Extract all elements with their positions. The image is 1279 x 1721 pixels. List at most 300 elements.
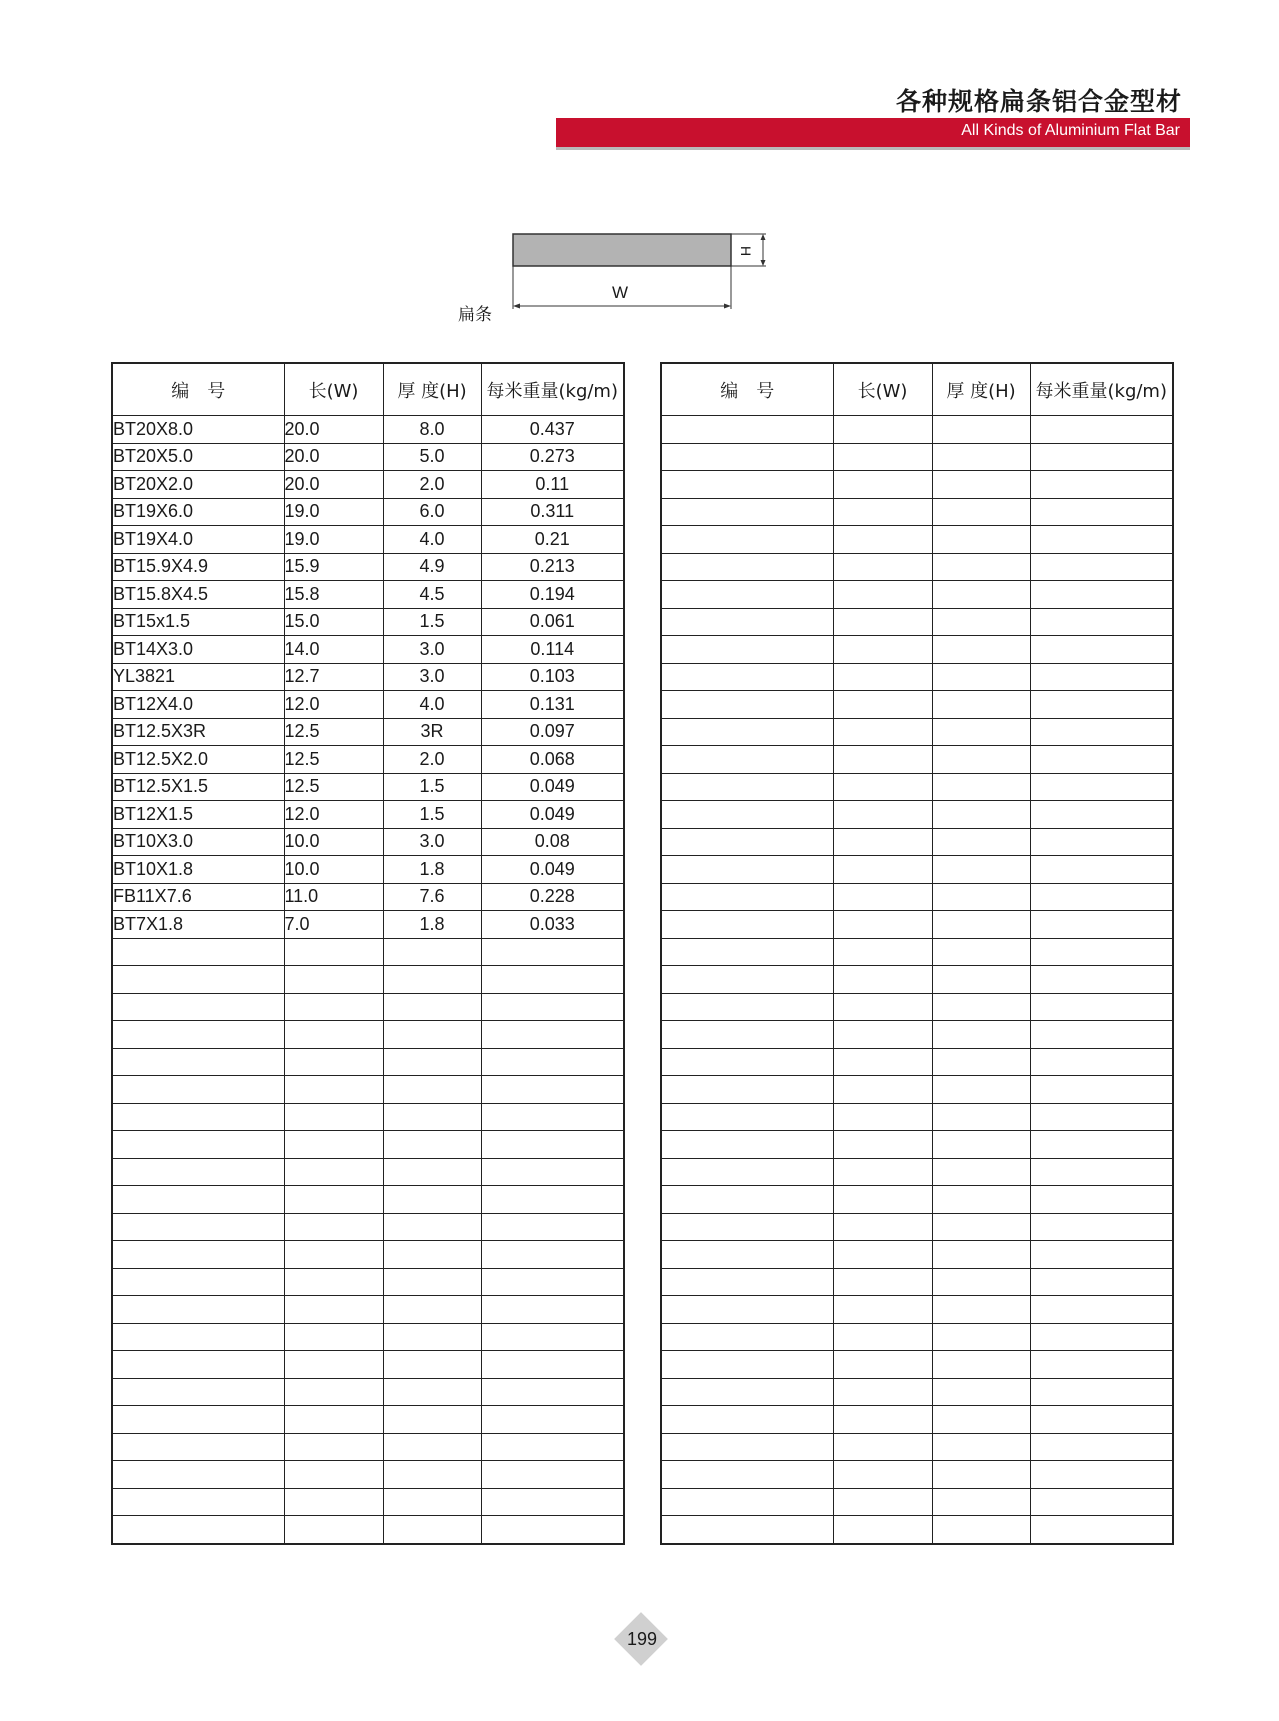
cell-weight [481,993,624,1021]
cell-weight: 0.21 [481,526,624,554]
table-row-empty [112,1048,624,1076]
cell-width: 11.0 [284,883,383,911]
cell-code [661,1048,833,1076]
cell-thickness [932,443,1030,471]
cell-code: BT7X1.8 [112,911,284,939]
cell-width [284,1103,383,1131]
cell-weight [481,1048,624,1076]
header-code: 编 号 [661,363,833,416]
cell-thickness [932,1433,1030,1461]
cell-width: 15.9 [284,553,383,581]
cell-code: BT15x1.5 [112,608,284,636]
cell-width [833,1186,932,1214]
cell-thickness: 4.0 [383,526,481,554]
cell-thickness [932,526,1030,554]
cell-weight [1030,993,1173,1021]
cell-width [833,1461,932,1489]
table-row-empty [661,746,1173,774]
table-row [112,691,624,719]
height-label: H [738,245,755,257]
cell-weight [1030,1433,1173,1461]
cell-code [112,1103,284,1131]
cell-code [661,581,833,609]
table-row-empty [112,1158,624,1186]
cell-thickness [932,1516,1030,1544]
cell-thickness [932,608,1030,636]
cell-width [833,1378,932,1406]
cell-code [661,1323,833,1351]
cell-weight [1030,883,1173,911]
table-row-empty [661,443,1173,471]
cell-thickness [383,1021,481,1049]
cell-width: 14.0 [284,636,383,664]
cell-code [661,1488,833,1516]
table-row-empty [661,801,1173,829]
cell-width [833,1488,932,1516]
cell-width [833,1103,932,1131]
cell-thickness: 2.0 [383,471,481,499]
cell-code: BT12X4.0 [112,691,284,719]
cell-weight: 0.228 [481,883,624,911]
cell-weight [1030,1158,1173,1186]
table-row-empty [661,1516,1173,1544]
cell-weight: 0.097 [481,718,624,746]
cell-weight [481,1323,624,1351]
cell-weight [1030,416,1173,444]
table-row-empty [661,1158,1173,1186]
cell-thickness [383,1296,481,1324]
table-row-empty [661,1488,1173,1516]
cell-thickness [383,1351,481,1379]
cell-weight: 0.273 [481,443,624,471]
table-row [112,746,624,774]
cell-thickness [932,1048,1030,1076]
cell-width [833,1241,932,1269]
cell-weight: 0.08 [481,828,624,856]
cell-code [112,993,284,1021]
cell-width [284,1516,383,1544]
header-code: 编 号 [112,363,284,416]
cell-code [661,801,833,829]
table-row [112,443,624,471]
cell-weight: 0.194 [481,581,624,609]
page-title-cn: 各种规格扁条铝合金型材 [895,87,1182,116]
cell-code [661,691,833,719]
cell-thickness [932,1241,1030,1269]
w-arrow-left [513,304,520,309]
cell-width [833,416,932,444]
cell-weight [1030,1516,1173,1544]
cell-weight: 0.437 [481,416,624,444]
cell-weight [1030,1461,1173,1489]
table-row-empty [661,471,1173,499]
cell-width: 10.0 [284,856,383,884]
table-row [112,608,624,636]
table-row-empty [661,1268,1173,1296]
table-row-empty [661,1076,1173,1104]
cell-width: 20.0 [284,471,383,499]
header-width: 长(W) [284,363,383,416]
cell-weight [1030,746,1173,774]
cell-width [833,1516,932,1544]
table-row [112,773,624,801]
cell-weight [1030,1186,1173,1214]
cell-code: BT15.9X4.9 [112,553,284,581]
cell-weight: 0.049 [481,856,624,884]
cell-code [661,856,833,884]
cell-weight [481,1241,624,1269]
cell-code [112,1268,284,1296]
table-row [112,856,624,884]
cell-width [833,1213,932,1241]
cell-width [833,938,932,966]
cell-code [112,938,284,966]
cell-thickness: 3.0 [383,663,481,691]
cell-width [284,1461,383,1489]
cell-width [284,1241,383,1269]
cell-code [112,1488,284,1516]
table-row-empty [661,691,1173,719]
cell-weight: 0.114 [481,636,624,664]
cell-width: 12.0 [284,691,383,719]
cell-weight [481,1488,624,1516]
table-header-row [112,363,624,416]
cell-width [833,636,932,664]
cell-thickness: 6.0 [383,498,481,526]
table-row [112,498,624,526]
h-arrow-bottom [761,260,766,266]
cell-code [112,1213,284,1241]
table-row-empty [112,966,624,994]
cell-width [833,1021,932,1049]
cell-thickness [932,1461,1030,1489]
cell-code [661,608,833,636]
table-row-empty [661,1186,1173,1214]
table-row-empty [112,1433,624,1461]
cell-code [661,498,833,526]
cell-weight [1030,608,1173,636]
cell-code [661,636,833,664]
cell-code [661,746,833,774]
table-row-empty [661,526,1173,554]
cell-width [833,718,932,746]
cell-thickness [932,966,1030,994]
cell-weight [1030,1131,1173,1159]
cell-weight [1030,1021,1173,1049]
cell-thickness [932,938,1030,966]
table-row-empty [661,1213,1173,1241]
table-row-empty [112,993,624,1021]
table-row [112,581,624,609]
cell-width [284,966,383,994]
cell-weight [1030,1351,1173,1379]
cell-width [284,993,383,1021]
cell-width [833,526,932,554]
cell-code: BT19X4.0 [112,526,284,554]
cell-width: 20.0 [284,443,383,471]
cell-weight [1030,801,1173,829]
cell-weight [481,1378,624,1406]
cell-code: BT12.5X1.5 [112,773,284,801]
cell-weight [1030,1213,1173,1241]
cell-weight: 0.311 [481,498,624,526]
header-weight: 每米重量(kg/m) [1030,363,1173,416]
cell-width [833,1433,932,1461]
cell-code [661,1158,833,1186]
cell-width [833,498,932,526]
table-row [112,471,624,499]
table-row-empty [661,1378,1173,1406]
cell-code [112,1021,284,1049]
cell-thickness [932,1103,1030,1131]
cell-width [284,1378,383,1406]
cell-weight [481,1186,624,1214]
cell-width [284,1351,383,1379]
cell-width [284,1021,383,1049]
cell-code [112,1076,284,1104]
cell-thickness [932,801,1030,829]
cell-code [661,1268,833,1296]
cell-width: 12.5 [284,773,383,801]
cell-weight [1030,553,1173,581]
table-row-empty [661,938,1173,966]
cell-width [833,443,932,471]
cell-thickness [932,471,1030,499]
cell-thickness [932,581,1030,609]
table-row-empty [112,938,624,966]
cell-width: 12.7 [284,663,383,691]
table-row-empty [661,993,1173,1021]
cell-width [284,1158,383,1186]
cell-weight [481,1516,624,1544]
cell-thickness [932,498,1030,526]
cell-width: 19.0 [284,498,383,526]
cell-thickness: 8.0 [383,416,481,444]
cell-width [833,746,932,774]
cell-weight [1030,663,1173,691]
cell-weight [481,1021,624,1049]
cell-weight [481,1103,624,1131]
cell-code [112,1406,284,1434]
table-row-empty [661,773,1173,801]
cell-code: BT20X2.0 [112,471,284,499]
table-row-empty [661,608,1173,636]
cell-thickness [932,1378,1030,1406]
cell-thickness [383,1268,481,1296]
table-row-empty [661,1131,1173,1159]
header-width: 长(W) [833,363,932,416]
cell-weight: 0.049 [481,773,624,801]
cell-code [112,1186,284,1214]
table-row-empty [661,856,1173,884]
cell-thickness [383,993,481,1021]
table-row-empty [112,1378,624,1406]
cell-weight [481,1213,624,1241]
cell-thickness [383,1076,481,1104]
table-row-empty [661,636,1173,664]
cell-thickness [932,883,1030,911]
table-row-empty [661,1351,1173,1379]
cell-thickness [383,1158,481,1186]
cell-thickness [383,1241,481,1269]
cell-code [661,553,833,581]
cell-width: 15.8 [284,581,383,609]
cell-weight [481,1131,624,1159]
cell-thickness [383,1488,481,1516]
cell-width: 15.0 [284,608,383,636]
page-title-en: All Kinds of Aluminium Flat Bar [961,122,1180,139]
cell-weight [1030,911,1173,939]
cell-thickness: 7.6 [383,883,481,911]
table-row [112,636,624,664]
cell-thickness: 2.0 [383,746,481,774]
cell-code [661,1021,833,1049]
cell-width [284,1268,383,1296]
cell-weight: 0.11 [481,471,624,499]
cell-thickness: 5.0 [383,443,481,471]
cell-thickness [932,1406,1030,1434]
table-row-empty [112,1351,624,1379]
cell-thickness [932,1021,1030,1049]
cell-thickness: 3.0 [383,828,481,856]
cell-thickness: 1.5 [383,773,481,801]
cell-width [833,581,932,609]
cell-weight [1030,498,1173,526]
cell-code [661,1378,833,1406]
cell-code: FB11X7.6 [112,883,284,911]
cell-width [833,801,932,829]
cell-thickness [932,746,1030,774]
cell-weight: 0.213 [481,553,624,581]
cell-weight [1030,691,1173,719]
cell-width [833,856,932,884]
cell-width [833,471,932,499]
cell-weight [481,1076,624,1104]
cell-weight [1030,636,1173,664]
cell-code [661,1433,833,1461]
table-header-row [661,363,1173,416]
cell-code [661,1241,833,1269]
cell-thickness [383,1186,481,1214]
cell-thickness [383,1213,481,1241]
cell-weight [481,1461,624,1489]
cell-code [661,416,833,444]
cell-thickness: 4.5 [383,581,481,609]
table-row-empty [112,1021,624,1049]
cell-thickness [383,1131,481,1159]
cell-width [284,1213,383,1241]
cell-width [833,608,932,636]
table-row-empty [112,1131,624,1159]
cell-code [661,1213,833,1241]
cell-thickness [383,938,481,966]
table-row-empty [661,581,1173,609]
cell-width [833,993,932,1021]
cell-code [112,1158,284,1186]
cell-code [661,1103,833,1131]
table-row-empty [661,718,1173,746]
cell-weight [1030,471,1173,499]
table-row-empty [661,1406,1173,1434]
cell-thickness [383,1048,481,1076]
cell-width: 12.0 [284,801,383,829]
cell-code: BT10X3.0 [112,828,284,856]
w-arrow-right [724,304,731,309]
header-red-bar [556,118,1190,147]
cell-code [112,1461,284,1489]
diagram-label: 扁条 [458,305,492,325]
cell-width [284,1406,383,1434]
table-row-empty [112,1296,624,1324]
cell-code: BT12.5X2.0 [112,746,284,774]
table-row-empty [112,1323,624,1351]
cell-weight [481,938,624,966]
cell-code [661,1296,833,1324]
cell-width: 12.5 [284,718,383,746]
table-row [112,663,624,691]
flat-bar-section [513,234,731,266]
cell-weight [1030,1241,1173,1269]
table-row-empty [112,1186,624,1214]
cell-code [661,911,833,939]
table-row-empty [661,911,1173,939]
cell-code [661,773,833,801]
spec-table-left [111,362,625,1545]
cell-weight [1030,1048,1173,1076]
cell-width [284,1186,383,1214]
cell-code [112,1048,284,1076]
cell-thickness [383,1323,481,1351]
cell-code [661,938,833,966]
table-row-empty [112,1076,624,1104]
cell-weight: 0.131 [481,691,624,719]
cell-code [661,993,833,1021]
cell-weight [481,966,624,994]
cell-code [661,1076,833,1104]
cell-code [112,1433,284,1461]
cell-thickness [932,993,1030,1021]
cell-weight [481,1158,624,1186]
table-row [112,828,624,856]
cell-width [833,1076,932,1104]
cell-thickness [383,1516,481,1544]
cell-thickness [932,1131,1030,1159]
cell-width [833,553,932,581]
cell-width [833,1131,932,1159]
cell-width [833,691,932,719]
cell-thickness [932,636,1030,664]
cell-thickness: 1.8 [383,856,481,884]
table-row-empty [661,416,1173,444]
cell-code: BT12.5X3R [112,718,284,746]
cell-width [284,1488,383,1516]
cell-thickness: 3.0 [383,636,481,664]
table-row-empty [661,553,1173,581]
cell-code [112,1351,284,1379]
cell-weight [1030,1378,1173,1406]
cell-code: BT12X1.5 [112,801,284,829]
cell-thickness [932,663,1030,691]
table-row [112,416,624,444]
cell-code [112,1323,284,1351]
table-row-empty [661,663,1173,691]
cell-code: BT14X3.0 [112,636,284,664]
cell-code: BT20X8.0 [112,416,284,444]
cell-weight: 0.103 [481,663,624,691]
cell-width [833,1351,932,1379]
cell-weight [1030,1103,1173,1131]
cell-width [833,911,932,939]
